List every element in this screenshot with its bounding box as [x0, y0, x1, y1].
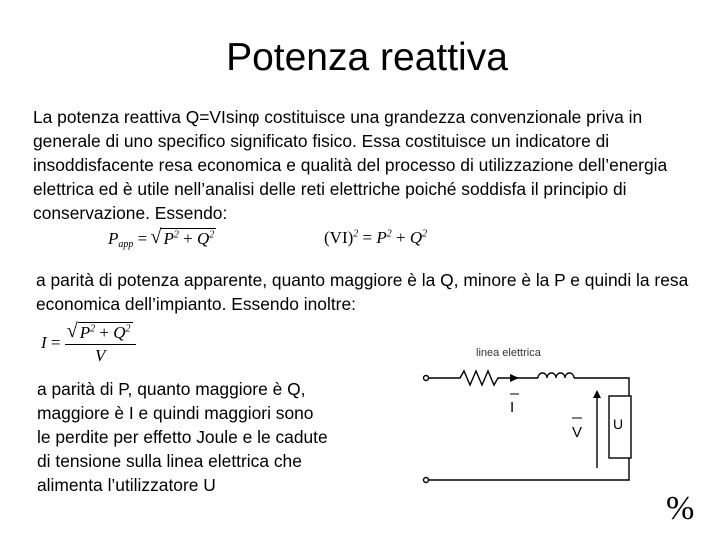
paragraph-intro: La potenza reattiva Q=VIsinφ costituisce una grandezza convenzionale priva in generale di uno specifico significato fisico. Essa costituisce un indicatore di insoddisfacente resa economica e qualità del processo di utilizzazione dell’energia elettrica ed è utile nell’analisi delle reti elettriche poiché soddisfa il principio di conservazione. Essendo: [33, 107, 668, 223]
text-line: maggiore è I e quindi maggiori sono [37, 403, 314, 423]
text-line: le perdite per effetto Joule e le cadute [37, 427, 328, 447]
paragraph-apparent: a parità di potenza apparente, quanto maggiore è la Q, minore è la P e quindi la resa economica dell’impianto. Essendo inoltre: [36, 270, 689, 314]
inductor-coil [538, 373, 574, 378]
resistor-wire [429, 371, 538, 385]
percent-symbol: % [666, 490, 695, 527]
return-wire [429, 378, 629, 480]
voltage-label: V [572, 424, 583, 441]
load-label: U [613, 416, 624, 432]
paragraph-losses [37, 377, 397, 497]
slide-title: Potenza reattiva [226, 36, 508, 79]
text-line: di tensione sulla linea elettrica che [37, 451, 302, 471]
formula-power-squared: $(VI)^2 = P^2 + Q^2$ [324, 228, 428, 247]
voltage-arrowhead-icon [593, 390, 601, 398]
formula-current: I = √ $\frac{P^2 + Q^2}{V}$ [41, 322, 136, 366]
terminal-top [424, 376, 429, 381]
text-line: a parità di P, quanto maggiore è Q, [37, 379, 306, 399]
line-label: linea elettrica [476, 347, 541, 359]
terminal-bottom [424, 478, 429, 483]
current-label: I [510, 399, 515, 416]
circuit-diagram [400, 340, 660, 500]
formula-apparent-power: $P_{app}$ = √ $P^2 + Q^2$ [108, 228, 216, 250]
current-arrow-icon [510, 374, 519, 382]
text-line: alimenta l’utilizzatore U [37, 475, 216, 495]
